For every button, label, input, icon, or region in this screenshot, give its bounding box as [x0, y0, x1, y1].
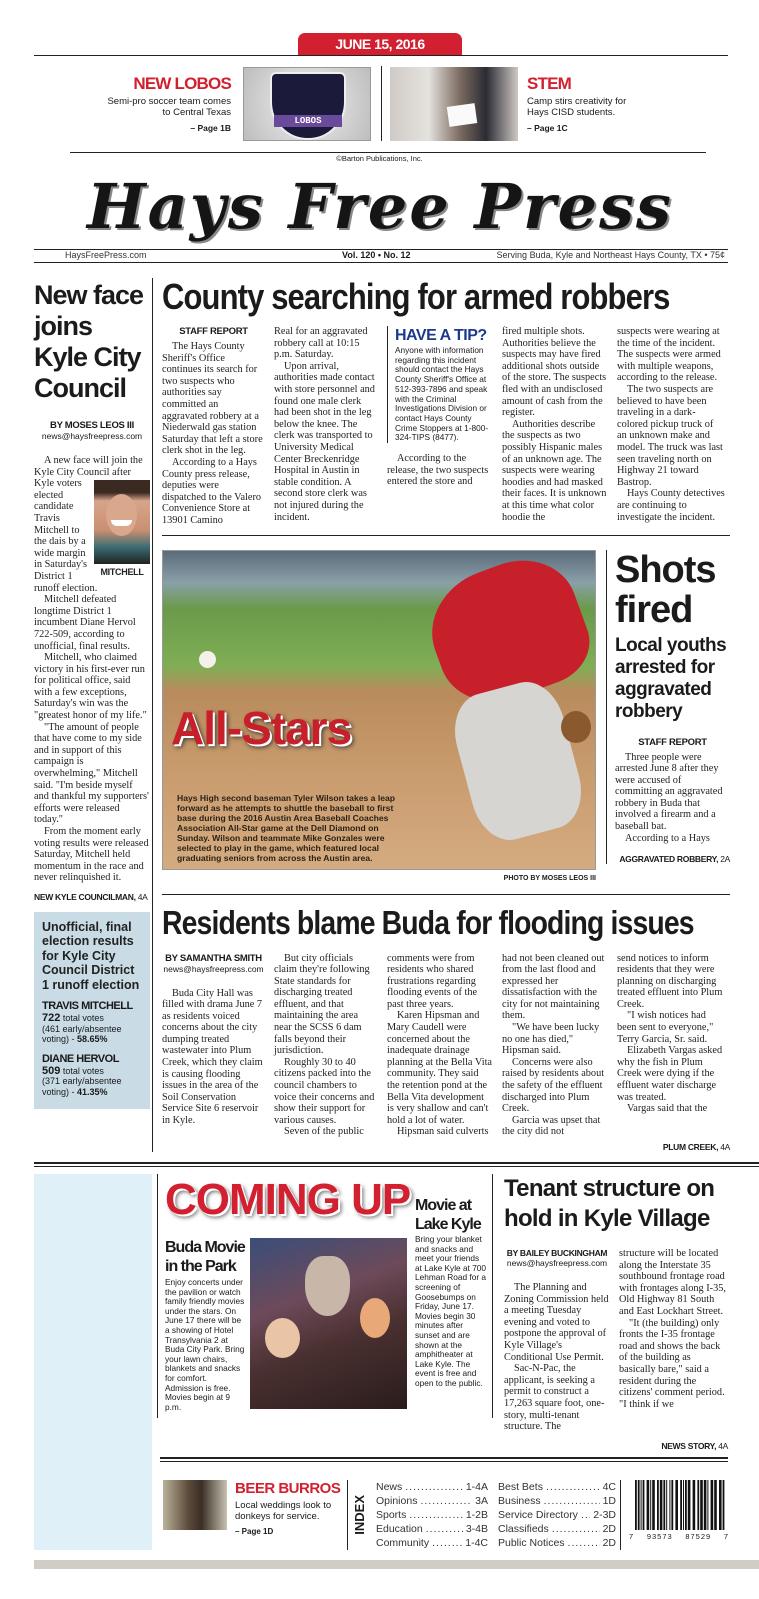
- shots-headline[interactable]: Shots fired: [615, 548, 716, 631]
- paragraph: Garcia was upset that the city did not: [502, 1114, 601, 1138]
- index-page: 2D: [602, 1522, 616, 1535]
- barcode-bar: [685, 1480, 687, 1530]
- kyle-body: [34, 594, 150, 884]
- dot-leader: [581, 1508, 590, 1522]
- barcode-bar: [700, 1480, 703, 1530]
- index-section: Community: [376, 1536, 430, 1549]
- lake-text: Bring your blanket and snacks and meet your friends at Lake Kyle at 700 Lehman Road for a screening of Goosebumps on Friday, June 17. Movies begin 30 minutes after sunset and are shown at the amphitheater at Lake Kyle. The event is free and open to the public.: [415, 1234, 487, 1388]
- coming-up-layout: [165, 1174, 486, 1412]
- index-entry[interactable]: [498, 1536, 616, 1550]
- paragraph: "The amount of people that have come to my side and in support of this campaign is overwhelming," Mitchell said. "I'm beside myself and thankful my supporters' efforts were released today.": [34, 721, 149, 826]
- barcode-bar: [647, 1480, 650, 1530]
- paragraph: Upon arrival, authorities made contact with store personnel and found one male clerk had been shot in the leg below the knee. The clerk was transported to University Medical Center Breckenridge Hospital in Austin in stable condition. A second store clerk was not injured during the incident.: [274, 360, 375, 523]
- kyle-intro: A new face will join the Kyle City Council after: [34, 455, 143, 478]
- shots-jump[interactable]: AGGRAVATED ROBBERY, 2A: [619, 854, 730, 865]
- paragraph: Sac-N-Pac, the applicant, is seeking a permit to construct a 17,263 square foot, one-story, multi-tenant structure. The: [504, 1363, 605, 1433]
- paragraph: But city officials claim they're following State standards for discharging treated effluent, and that maintaining the area near the SCSS 6 dam falls beyond their jurisdiction.: [274, 952, 370, 1057]
- website[interactable]: HaysFreePress.com: [65, 250, 147, 260]
- shots-subhead: Local youths arrested for aggravated robbery: [615, 634, 727, 722]
- barcode-bar: [688, 1480, 691, 1530]
- glove: [561, 711, 591, 743]
- shots-body: [615, 752, 730, 845]
- masthead-bottom-rule: [34, 262, 728, 263]
- buda-movie[interactable]: [165, 1238, 245, 1412]
- index-section: Opinions: [376, 1494, 418, 1507]
- robbers-col-1: [162, 326, 265, 527]
- paragraph: Roughly 30 to 40 citizens packed into the council chambers to voice their concerns and show their support for various causes.: [274, 1056, 375, 1126]
- index-entry[interactable]: [376, 1522, 488, 1536]
- index-section: Classifieds: [498, 1522, 549, 1535]
- paragraph: Elizabeth Vargas asked why the fish in Plum Creek were dying if the effluent water discharge was treated.: [617, 1045, 723, 1103]
- tenant-col-1: [504, 1248, 610, 1433]
- flooding-columns: [162, 953, 730, 1139]
- paper-sheet: [447, 103, 478, 127]
- tenant-col-2: [619, 1248, 728, 1410]
- dot-leader: [426, 1522, 463, 1536]
- teaser-text: Camp stirs creativity for Hays CISD students.: [527, 96, 627, 118]
- face: [106, 494, 137, 536]
- dot-leader: [546, 1480, 600, 1494]
- photo-caption: Hays High second baseman Tyler Wilson takes a leap forward as he attempts to shuttle the baseball to first base during the 2016 Austin Area Baseball Coaches Association All-Star game at the Dell Diamond on Sunday. Wilson and teammate Mike Gonzales were selected to play in the game, which featured local graduating seniors from across the Austin area.: [177, 792, 396, 863]
- paragraph: Karen Hipsman and Mary Caudell were concerned about the inadequate drainage planning at the Bella Vita community. They said the retention pond at the Bella Vita development is very shallow and can't hold a lot of water.: [387, 1010, 492, 1126]
- byline-email[interactable]: news@haysfreepress.com: [41, 431, 143, 441]
- dot-leader: [409, 1508, 462, 1522]
- index-entry[interactable]: [498, 1508, 616, 1522]
- index-label: INDEX: [352, 1494, 367, 1535]
- index-section: Public Notices: [498, 1536, 565, 1549]
- byline-email[interactable]: news@haysfreepress.com: [163, 963, 264, 974]
- candidate-mitchell: TRAVIS MITCHELL 722 total votes (461 early/absentee voting) - 58.65%: [42, 1000, 133, 1045]
- byline: BY MOSES LEOS III: [50, 420, 134, 431]
- paragraph: Three people were arrested June 8 after they were accused of committing an aggravated robbery in Buda that involved a firearm and a baseball bat.: [615, 751, 723, 833]
- mitchell-caption: MITCHELL: [100, 567, 144, 578]
- barcode-bar: [707, 1480, 708, 1530]
- paragraph: Vargas said that the: [627, 1103, 708, 1115]
- barcode-bar: [704, 1480, 707, 1530]
- results-title: Unofficial, final election results for Kyle City Council District 1 runoff election: [42, 919, 140, 992]
- teaser-title: STEM: [527, 74, 572, 93]
- barcode-bar: [680, 1480, 682, 1530]
- lower-section: [34, 1174, 728, 1550]
- teaser-page: – Page 1B: [190, 123, 231, 133]
- paragraph: The two suspects are believed to have been traveling in a dark-colored pickup truck of an unknown make and model. The truck was last seen traveling north on Highway 21 toward Bastrop.: [617, 383, 723, 488]
- volume: Vol. 120 • No. 12: [342, 250, 411, 260]
- barcode-bar: [723, 1480, 725, 1530]
- index-section: Service Directory: [498, 1508, 578, 1521]
- lobos-logo-image[interactable]: [243, 67, 371, 141]
- buda-headline: Buda Movie in the Park: [165, 1239, 245, 1275]
- paragraph: Real for an aggravated robbery call at 10:15 p.m. Saturday.: [274, 326, 368, 361]
- index-entry[interactable]: [376, 1494, 488, 1508]
- robbers-col-2: [274, 326, 378, 523]
- dot-leader: [544, 1494, 600, 1508]
- dot-leader: [420, 1494, 472, 1508]
- flooding-top-rule: [162, 894, 730, 895]
- index-section: News: [376, 1480, 403, 1493]
- tip-title: HAVE A TIP?: [395, 327, 487, 344]
- column-text: [387, 453, 493, 488]
- burros-image[interactable]: [163, 1480, 227, 1530]
- flooding-jump[interactable]: PLUM CREEK, 4A: [662, 1142, 730, 1152]
- election-results-box: [34, 912, 150, 1110]
- section-double-rule: [34, 1162, 759, 1167]
- paragraph: The Planning and Zoning Commission held a meeting Tuesday evening and voted to postpone the approval of Kyle Village's Conditional Use Permit.: [504, 1282, 609, 1363]
- flooding-headline[interactable]: Residents blame Buda for flooding issues: [162, 903, 694, 941]
- tenant-headline[interactable]: Tenant structure on hold in Kyle Village: [504, 1175, 715, 1232]
- paragraph: "We have been lucky no one has died," Hipsman said.: [502, 1022, 600, 1057]
- paragraph: According to a Hays: [625, 832, 710, 844]
- column-text: [162, 341, 265, 527]
- barcode-bar: [643, 1480, 645, 1530]
- mitchell-photo-block: [94, 480, 150, 578]
- photo-title: All-Stars: [171, 701, 352, 754]
- tenant-story: [493, 1174, 728, 1451]
- paragraph: Mitchell defeated longtime District 1 incumbent Diane Hervol 722-509, according to unofficial, final results.: [34, 594, 136, 652]
- barcode-bar: [693, 1480, 696, 1530]
- barcode: [629, 1480, 729, 1544]
- byline: STAFF REPORT: [638, 736, 707, 748]
- lake-headline: Movie at Lake Kyle: [415, 1197, 481, 1233]
- player-pants: [445, 674, 590, 847]
- byline: STAFF REPORT: [179, 326, 248, 337]
- teaser-divider: [381, 66, 382, 141]
- index-section: Best Bets: [498, 1480, 543, 1493]
- index-page: 4C: [602, 1480, 616, 1493]
- top-rule: [34, 55, 728, 56]
- bottom-row: [163, 1480, 728, 1550]
- dot-leader: [432, 1536, 462, 1550]
- column-text: [504, 1282, 610, 1433]
- shots-story: [606, 550, 730, 865]
- index-entry[interactable]: [498, 1480, 616, 1494]
- barcode-bar: [697, 1480, 699, 1530]
- robbers-col-3: [387, 326, 493, 488]
- barcode-bar: [657, 1480, 659, 1530]
- paragraph: Authorities describe the suspects as two possibly Hispanic males of an unknown age. The suspects were wearing hoodies and had masked their faces. It is unknown at this time what color hoodie the: [502, 418, 607, 523]
- barcode-bar: [641, 1480, 642, 1530]
- robbers-columns: [162, 326, 730, 527]
- top-news-section: [34, 268, 728, 1152]
- index-entry[interactable]: [376, 1536, 488, 1550]
- hotel-transylvania-image[interactable]: [250, 1238, 407, 1409]
- barcode-right: 87529: [685, 1531, 712, 1541]
- burros-page: – Page 1D: [235, 1526, 274, 1536]
- lower-main: [157, 1174, 728, 1550]
- kyle-intro-block: [34, 455, 150, 594]
- paragraph: comments were from residents who shared frustrations regarding flooding events of the past three years.: [387, 952, 478, 1010]
- barcode-bar: [635, 1480, 637, 1530]
- teaser-new-lobos[interactable]: [100, 74, 231, 133]
- main-column: [152, 278, 730, 1152]
- tip-text: Anyone with information regarding this incident should contact the Hays County Sheriff's Office at 512-393-7896 and speak with the Criminal Investigations Division or contact Hays County Crime Stoppers at 1-800-324-TIPS (8477).: [395, 345, 489, 443]
- header: [0, 0, 759, 268]
- barcode-bar: [638, 1480, 640, 1530]
- buda-row: [165, 1238, 409, 1412]
- coming-up-title: COMING UP: [165, 1175, 411, 1224]
- index-page: 1D: [602, 1494, 616, 1507]
- index-page: 1-2B: [465, 1508, 488, 1521]
- barcode-bar: [683, 1480, 684, 1530]
- buda-text: Enjoy concerts under the pavilion or watch family friendly movies under the stars. On June 17 there will be a showing of Hotel Transylvania 2 at Buda City Park. Bring your lawn chairs, blankets and snacks for comfort. Admission is free. Movies begin at 9 p.m.: [165, 1277, 245, 1412]
- kyle-headline[interactable]: New face joins Kyle City Council: [34, 280, 144, 403]
- paragraph: suspects were wearing at the time of the incident. The suspects were armed with multiple weapons, according to the release.: [617, 326, 721, 384]
- index-page: 3-4B: [465, 1522, 488, 1535]
- barcode-bar: [714, 1480, 717, 1530]
- index-entry[interactable]: [376, 1480, 488, 1494]
- dot-leader: [552, 1522, 600, 1536]
- paragraph: Concerns were also raised by residents about the safety of the effluent discharged into Plum Creek.: [502, 1056, 605, 1115]
- paragraph: Hipsman said culverts: [397, 1126, 489, 1138]
- baseball: [199, 651, 216, 668]
- barcode-bar: [666, 1480, 667, 1530]
- paragraph: Hays County detectives are continuing to investigate the incident.: [617, 488, 725, 523]
- tenant-columns: [504, 1248, 728, 1433]
- barcode-bar: [671, 1480, 673, 1530]
- paragraph: "It (the building) only fronts the I-35 frontage road and shows the back of the building as basically bare," said a resident during the citizens' comment period. "I think if we: [619, 1317, 725, 1410]
- barcode-bar: [675, 1480, 678, 1530]
- flooding-col-1: [162, 953, 265, 1127]
- kid-face: [360, 1298, 390, 1338]
- flooding-col-3: [387, 953, 493, 1139]
- masthead-top-rule: [70, 152, 706, 153]
- paragraph: According to a Hays County press release, deputies were dispatched to the Valero Convenience Store at 13901 Camino: [162, 456, 262, 526]
- kyle-column: [34, 278, 150, 1109]
- byline: BY SAMANTHA SMITH: [165, 952, 262, 964]
- beer-burros-teaser[interactable]: [235, 1480, 343, 1536]
- features-row: [157, 1174, 728, 1451]
- photo-block: [162, 550, 596, 884]
- burros-title: BEER BURROS: [235, 1479, 341, 1497]
- all-stars-photo[interactable]: [162, 550, 596, 870]
- index-section: Sports: [376, 1508, 407, 1521]
- paragraph: Mitchell, who claimed victory in his first-ever run for political office, said with a few exceptions, Saturday's win was the "greatest honor of my life.": [34, 652, 147, 722]
- footer-bar: [34, 1560, 759, 1569]
- paragraph: send notices to inform residents that they were planning on discharging treated effluent into Plum Creek.: [617, 952, 723, 1010]
- robbers-col-5: [617, 326, 725, 523]
- photo-row: [162, 550, 730, 884]
- paragraph: [34, 455, 150, 594]
- byline-email[interactable]: news@haysfreepress.com: [506, 1258, 608, 1268]
- coming-up-block: [157, 1174, 493, 1418]
- column-text: [162, 988, 265, 1127]
- burros-text: Local weddings look to donkeys for service.: [235, 1499, 332, 1522]
- index-section: Business: [498, 1494, 541, 1507]
- kyle-wrap-text: Kyle voters elected candidate Travis Mitchell to the dais by a wide margin in Saturday's District 1 runoff election.: [34, 478, 98, 594]
- barcode-lead: 7: [629, 1531, 635, 1541]
- paragraph: The Hays County Sheriff's Office continues its search for two suspects who authorities say committed an aggravated robbery at a Niederwald gas station Saturday that left a store clerk shot in the leg.: [162, 341, 263, 457]
- barcode-left: 93573: [646, 1531, 673, 1541]
- paragraph: Buda City Hall was filled with drama June 7 as residents voiced concerns about the city dumping treated wastewater into Plum Creek, which they claim is causing flooding issues in the area of the Soil Conservation Service Site 6 reservoir in Kyle.: [162, 987, 263, 1127]
- lake-kyle-movie[interactable]: [415, 1196, 487, 1389]
- lobos-banner: LOBOS: [274, 115, 342, 127]
- tenant-jump[interactable]: NEWS STORY, 4A: [661, 1440, 728, 1451]
- paragraph: "I wish notices had been sent to everyone," Terry Garcia, Sr. said.: [617, 1010, 714, 1045]
- tip-box: [387, 326, 493, 443]
- barcode-bars: [629, 1480, 729, 1532]
- copyright: ©Barton Publications, Inc.: [336, 154, 423, 163]
- teaser-stem[interactable]: [527, 74, 667, 133]
- ad-space: [34, 1174, 152, 1550]
- index-left-list: [376, 1480, 488, 1550]
- photo-credit: PHOTO BY MOSES LEOS III: [503, 874, 596, 882]
- robbers-headline[interactable]: County searching for armed robbers: [162, 276, 670, 317]
- index-page: 2-3D: [593, 1508, 616, 1521]
- coming-up-left: [165, 1174, 409, 1412]
- dracula-face: [305, 1256, 350, 1316]
- teaser-title: NEW LOBOS: [133, 74, 231, 93]
- index-entry[interactable]: [498, 1522, 616, 1536]
- barcode-bar: [652, 1480, 655, 1530]
- lobos-crest: [270, 72, 346, 140]
- index-page: 2D: [602, 1536, 616, 1549]
- candidate-hervol: DIANE HERVOL 509 total votes (371 early/absentee voting) - 41.35%: [42, 1052, 122, 1097]
- robbers-bottom-rule: [162, 535, 730, 536]
- smile: [111, 520, 132, 526]
- index-entry[interactable]: [376, 1508, 488, 1522]
- stem-image[interactable]: [390, 67, 518, 141]
- teaser-page: – Page 1C: [527, 123, 568, 133]
- index-entry[interactable]: [498, 1494, 616, 1508]
- byline: BY BAILEY BUCKINGHAM: [506, 1248, 608, 1258]
- barcode-bar: [669, 1480, 670, 1530]
- masthead-title: Hays Free Press: [87, 170, 673, 243]
- flooding-col-5: [617, 953, 725, 1115]
- index-right-list: [498, 1480, 616, 1550]
- barcode-bar: [650, 1480, 651, 1530]
- index-section: Education: [376, 1522, 423, 1535]
- serving-line: Serving Buda, Kyle and Northeast Hays County, TX • 75¢: [496, 250, 725, 260]
- flooding-col-2: [274, 953, 378, 1139]
- barcode-bar: [660, 1480, 663, 1530]
- paragraph: fired multiple shots. Authorities believe the suspects may have fired additional shots outside of the store. The suspects fled with an undisclosed amount of cash from the register.: [502, 326, 607, 419]
- flooding-col-4: [502, 953, 608, 1139]
- index-page: 1-4C: [465, 1536, 488, 1549]
- paragraph: From the moment early voting results were released Saturday, Mitchell held momentum in the race and never relinquished it.: [34, 826, 149, 884]
- paragraph: structure will be located along the Interstate 35 southbound frontage road with frontages along I-35, Old Highway 81 South and East Lockhart Street.: [619, 1248, 726, 1317]
- dot-leader: [405, 1480, 463, 1494]
- bottom-double-rule: [160, 1457, 728, 1462]
- paragraph: According to the release, the two suspects entered the store and: [387, 453, 489, 488]
- mavis-face: [265, 1318, 300, 1358]
- index-block: [347, 1480, 621, 1550]
- mitchell-photo[interactable]: [94, 480, 150, 564]
- index-page: 1-4A: [465, 1480, 488, 1493]
- paragraph: had not been cleaned out from the last flood and expressed her dissatisfaction with the city for not maintaining them.: [502, 952, 605, 1022]
- dot-leader: [568, 1536, 600, 1550]
- barcode-bar: [719, 1480, 722, 1530]
- paragraph: Seven of the public: [284, 1126, 364, 1138]
- index-page: 3A: [475, 1494, 488, 1507]
- barcode-check: 7: [723, 1531, 729, 1541]
- date-tab: JUNE 15, 2016: [298, 33, 462, 55]
- barcode-bar: [711, 1480, 714, 1530]
- robbers-col-4: [502, 326, 608, 523]
- kyle-jump[interactable]: NEW KYLE COUNCILMAN, 4A: [34, 891, 148, 902]
- barcode-bar: [663, 1480, 665, 1530]
- teaser-text: Semi-pro soccer team comes to Central Texas: [107, 96, 231, 118]
